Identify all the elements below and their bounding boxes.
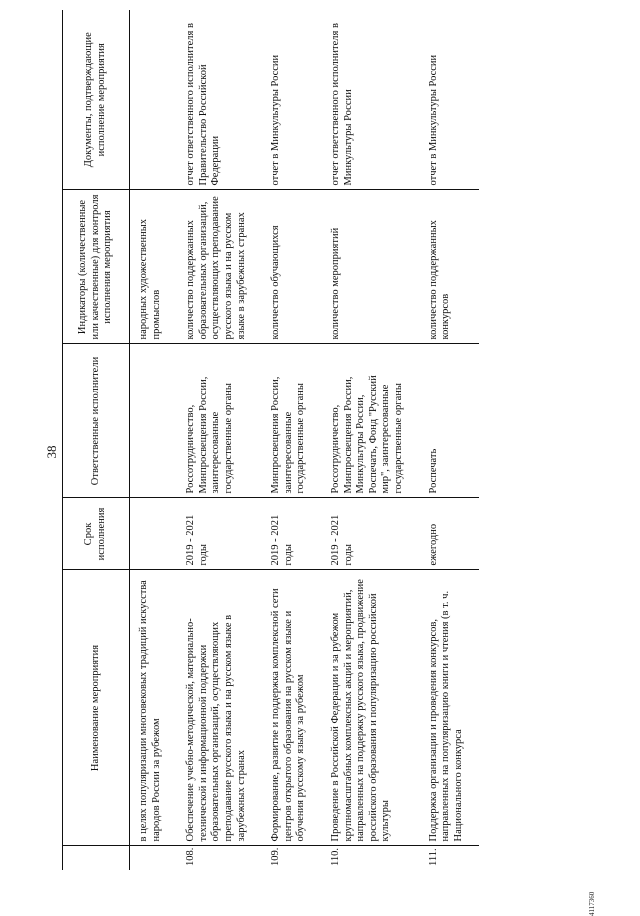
- cell-documents: отчет в Минкультуры России: [262, 10, 322, 190]
- cell-term: 2019 - 2021 годы: [322, 498, 420, 570]
- table-row-continuation: [130, 10, 178, 870]
- table-header-row: [63, 10, 130, 870]
- cell-responsible: Роспечать: [420, 344, 480, 498]
- cell-responsible: Минпросвещения России, заинтересованные государственные органы: [262, 344, 322, 498]
- measures-table: [62, 10, 479, 870]
- cell-indicators: народных художественных промыслов: [130, 190, 178, 344]
- header-documents: Документы, подтверждающие исполнение мероприятия: [63, 10, 130, 190]
- document-code: 4117360: [588, 891, 596, 916]
- header-responsible: Ответственные исполнители: [63, 344, 130, 498]
- cell-documents: отчет в Минкультуры России: [420, 10, 480, 190]
- cell-num: 111.: [427, 848, 439, 866]
- cell-name: Обеспечение учебно-методической, материально-технической и информационной поддержки образовательных организаций, осуществляющих преподавание русского языка и на русском языке в зарубежных странах: [177, 570, 262, 846]
- cell-term: 2019 - 2021 годы: [262, 498, 322, 570]
- cell-documents: отчет ответственного исполнителя в Минкультуры России: [322, 10, 420, 190]
- cell-documents: отчет ответственного исполнителя в Правительство Российской Федерации: [177, 10, 262, 190]
- cell-name: в целях популяризации многовековых традиций искусства народов России за рубежом: [130, 570, 178, 846]
- cell-num: 108.: [185, 847, 197, 866]
- header-name: Наименование мероприятия: [63, 570, 130, 846]
- header-indicators: Индикаторы (количественные или качественные) для контроля исполнения мероприятия: [63, 190, 130, 344]
- cell-num: [130, 846, 178, 870]
- table-row: [420, 10, 480, 870]
- header-num: [63, 846, 130, 870]
- cell-name: Проведение в Российской Федерации и за рубежом крупномасштабных комплексных акций и мероприятий, направленных на поддержку русского языка, продвижение российского образования и популяризацию российской культуры: [322, 570, 420, 846]
- cell-responsible: Россотрудничество, Минпросвещения России, заинтересованные государственные органы: [177, 344, 262, 498]
- cell-responsible: [130, 344, 178, 498]
- cell-responsible: Россотрудничество, Минпросвещения России, Минкультуры России, Роспечать, Фонд "Русский мир", заинтересованные государственные органы: [322, 344, 420, 498]
- cell-num: 110.: [329, 848, 341, 866]
- cell-indicators: количество поддержанных образовательных организаций, осуществляющих преподавание русского языка и на русском языке в зарубежных странах: [177, 190, 262, 344]
- cell-term: 2019 - 2021 годы: [177, 498, 262, 570]
- table-row: [177, 10, 262, 870]
- cell-indicators: количество поддержанных конкурсов: [420, 190, 480, 344]
- cell-name: Поддержка организации и проведения конкурсов, направленных на популяризацию книги и чтения (в т. ч. Национального конкурса: [420, 570, 480, 846]
- table-row: [262, 10, 322, 870]
- table-row: [322, 10, 420, 870]
- cell-indicators: количество обучающихся: [262, 190, 322, 344]
- page-number: 38: [44, 445, 59, 459]
- cell-num: 109.: [270, 847, 282, 866]
- cell-term: [130, 498, 178, 570]
- header-term: Срок исполнения: [63, 498, 130, 570]
- cell-documents: [130, 10, 178, 190]
- cell-name: Формирование, развитие и поддержка комплексной сети центров открытого образования на русском языке и обучения русскому языку за рубежом: [262, 570, 322, 846]
- cell-term: ежегодно: [420, 498, 480, 570]
- cell-indicators: количество мероприятий: [322, 190, 420, 344]
- rotated-table-container: [62, 10, 627, 870]
